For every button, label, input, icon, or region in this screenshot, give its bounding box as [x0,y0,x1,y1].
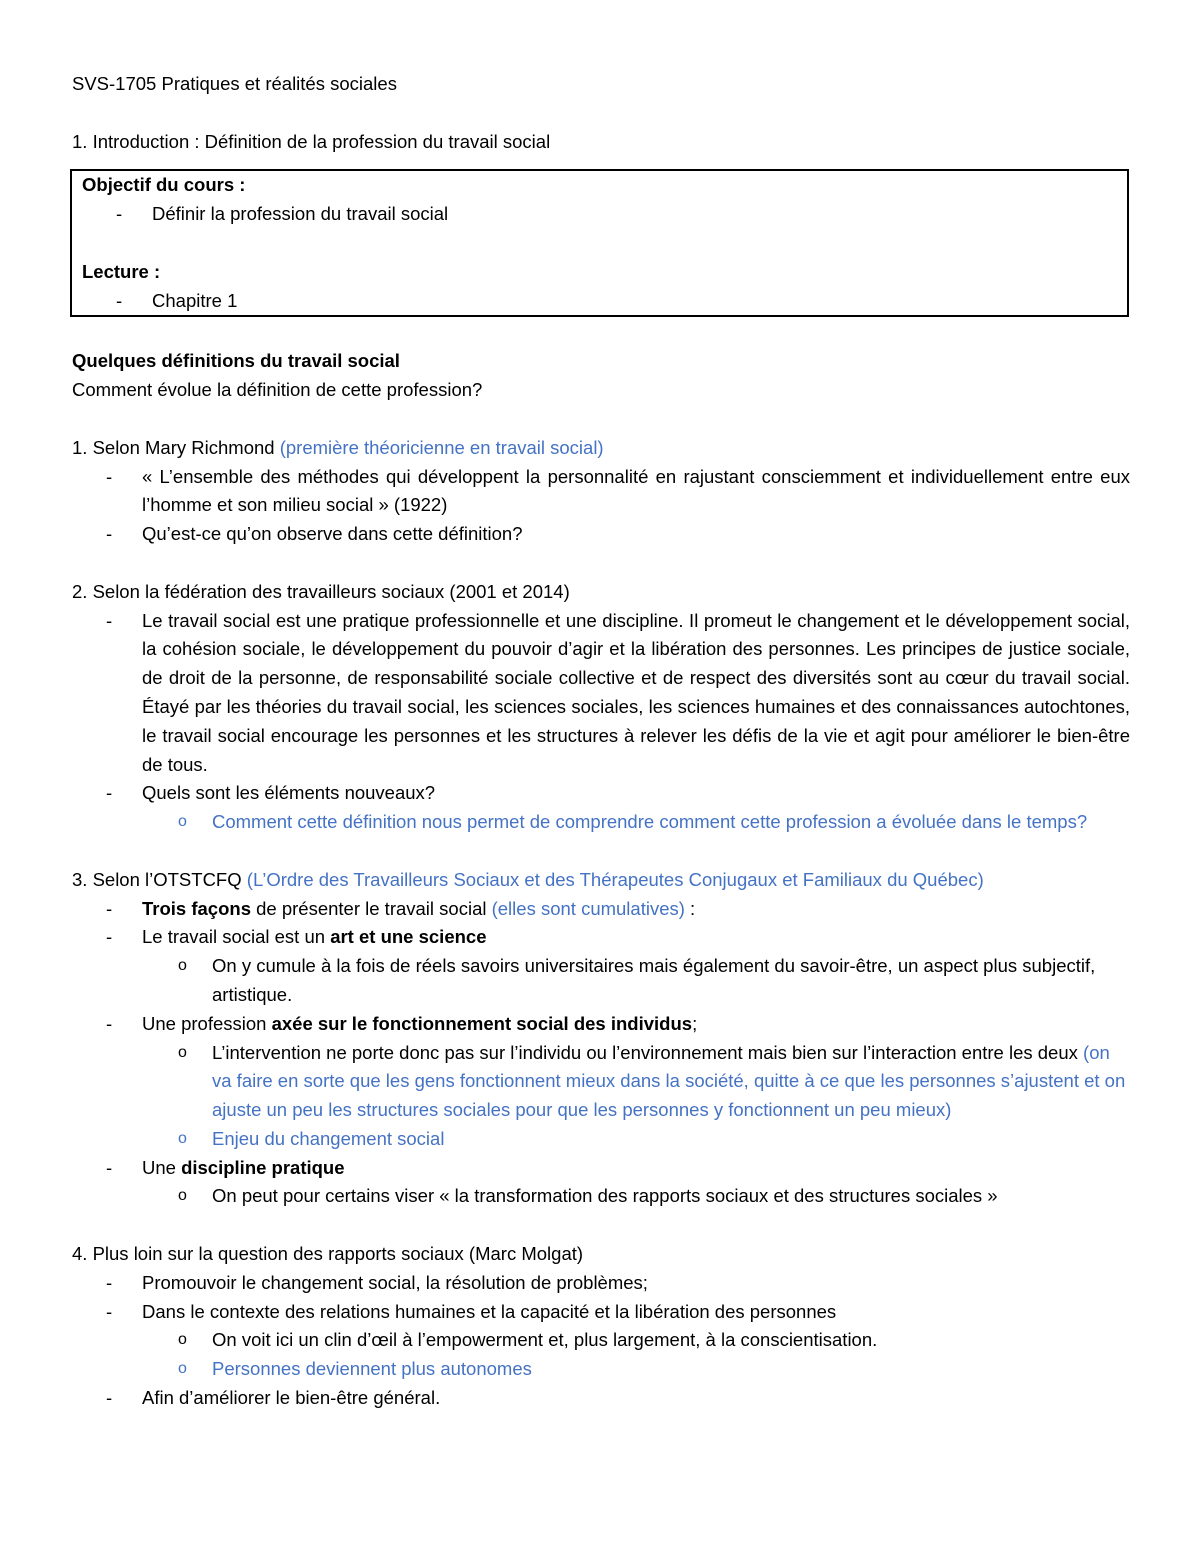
objective-label: Objectif du cours : [82,174,246,196]
section-1-title [72,434,1130,463]
definitions-subheading: Comment évolue la définition de cette profession? [72,379,483,401]
section-4-list [72,1269,1130,1413]
social-functioning-end: ; [692,1012,698,1034]
circle-marker: o [178,1129,187,1147]
list-item [72,779,1130,837]
section-1-title-note: (première théoricienne en travail social) [279,436,604,458]
social-functioning-sublist [142,1039,1130,1154]
art-science-text: Le travail social est un [142,926,331,948]
list-item [72,1298,1130,1384]
federation-definition: Le travail social est une pratique professionnelle et une discipline. Il promeut le changement et le développement social, la cohésion sociale, le développement du pouvoir d’agir et la libération des personnes. Les principes de justice sociale, de droit de la personne, de responsabilité sociale collective et de respect des diversités sont au cœur du travail social. Étayé par les théories du travail social, les sciences sociales, les sciences humaines et des connaissances autochtones, le travail social encourage les personnes et les structures à relever les défis de la vie et agit pour améliorer le bien-être de tous. [142,609,1130,775]
three-ways-bold: Trois façons [142,897,251,919]
promote-change: Promouvoir le changement social, la résolution de problèmes; [142,1271,648,1293]
federation-sub-question: Comment cette définition nous permet de comprendre comment cette profession a évoluée dans le temps? [212,811,1088,833]
section-3-title-text: 3. Selon l’OTSTCFQ [72,868,242,890]
circle-marker: o [178,1360,187,1378]
list-item [72,1154,1130,1212]
dash-marker: - [106,1300,113,1322]
objectives-box [70,169,1129,317]
federation-sublist [142,808,1130,837]
course-title: SVS-1705 Pratiques et réalités sociales [72,73,397,94]
art-science-sublist [142,952,1130,1010]
section-3-title-note: (L’Ordre des Travailleurs Sociaux et des Thérapeutes Conjugaux et Familiaux du Québec) [246,868,984,890]
dash-marker: - [106,609,113,631]
circle-marker: o [178,1331,187,1349]
wellbeing-goal: Afin d’améliorer le bien-être général. [142,1387,441,1409]
list-item [72,463,1130,521]
social-functioning-bold: axée sur le fonctionnement social des individus [271,1012,693,1034]
practical-discipline-bold: discipline pratique [181,1156,345,1178]
list-item [72,895,1130,924]
section-3-title [72,866,1130,895]
dash-marker: - [106,1012,113,1034]
list-item [142,808,1130,837]
section-title: 1. Introduction : Définition de la profession du travail social [72,130,551,152]
section-1-title-text: 1. Selon Mary Richmond [72,436,275,458]
practical-discipline-sublist [142,1182,1130,1211]
social-change-issue: Enjeu du changement social [212,1127,445,1149]
section-4-title: 4. Plus loin sur la question des rapports sociaux (Marc Molgat) [72,1243,584,1265]
autonomy-note: Personnes deviennent plus autonomes [212,1358,532,1380]
federation-question: Quels sont les éléments nouveaux? [142,782,436,804]
section-2-list [72,607,1130,837]
section-2-title: 2. Selon la fédération des travailleurs sociaux (2001 et 2014) [72,580,570,602]
dash-marker: - [106,1271,113,1293]
list-item [82,287,1127,316]
dash-marker: - [116,289,123,311]
intervention-text: L’intervention ne porte donc pas sur l’individu ou l’environnement mais bien sur l’interaction entre les deux [212,1041,1084,1063]
reading-label: Lecture : [82,260,161,282]
circle-marker: o [178,1187,187,1205]
section-1-list [72,463,1130,549]
list-item [142,1355,1130,1384]
list-item [72,923,1130,1009]
dash-marker: - [106,897,113,919]
dash-marker: - [106,465,113,487]
list-item [142,1182,1130,1211]
list-item [142,1326,1130,1355]
social-functioning-text: Une profession [142,1012,272,1034]
list-item [72,1010,1130,1154]
definitions-heading: Quelques définitions du travail social [72,350,400,372]
dash-marker: - [106,782,113,804]
human-relations-sublist [142,1326,1130,1384]
three-ways-text: de présenter le travail social [250,897,492,919]
dash-marker: - [116,203,123,225]
list-item [72,520,1130,549]
circle-marker: o [178,813,187,831]
dash-marker: - [106,1387,113,1409]
list-item [142,1039,1130,1125]
document-page [72,70,1130,1413]
section-3-list [72,895,1130,1212]
intervention-note: (on va faire en sorte que les gens fonctionnent mieux dans la société, quitte à ce que les personnes s’ajustent et on ajuste un peu les structures sociales pour que les personnes y fonctionnent un peu mieux) [212,1041,1126,1121]
practical-discipline-text: Une [142,1156,182,1178]
art-science-bold: art et une science [330,926,487,948]
list-item [72,1384,1130,1413]
art-science-sub: On y cumule à la fois de réels savoirs universitaires mais également du savoir-être, un aspect plus subjectif, artistique. [212,955,1096,1005]
list-item [72,1269,1130,1298]
objective-list [82,200,1127,229]
circle-marker: o [178,957,187,975]
transformation-text: On peut pour certains viser « la transformation des rapports sociaux et des structures sociales » [212,1185,998,1207]
empowerment-note: On voit ici un clin d’œil à l’empowerment et, plus largement, à la conscientisation. [212,1329,878,1351]
richmond-question: Qu’est-ce qu’on observe dans cette définition? [142,523,523,545]
list-item [82,200,1127,229]
human-relations-context: Dans le contexte des relations humaines et la capacité et la libération des personnes [142,1300,837,1322]
dash-marker: - [106,523,113,545]
richmond-quote: « L’ensemble des méthodes qui développent la personnalité en rajustant consciemment et individuellement entre eux l’homme et son milieu social » (1922) [142,465,1130,516]
dash-marker: - [106,926,113,948]
reading-item: Chapitre 1 [152,289,238,311]
three-ways-end: : [684,897,696,919]
list-item [142,1125,1130,1154]
circle-marker: o [178,1043,187,1061]
objective-item: Définir la profession du travail social [152,203,449,225]
list-item [72,607,1130,780]
list-item [142,952,1130,1010]
reading-list [82,287,1127,316]
three-ways-note: (elles sont cumulatives) [491,897,685,919]
dash-marker: - [106,1156,113,1178]
